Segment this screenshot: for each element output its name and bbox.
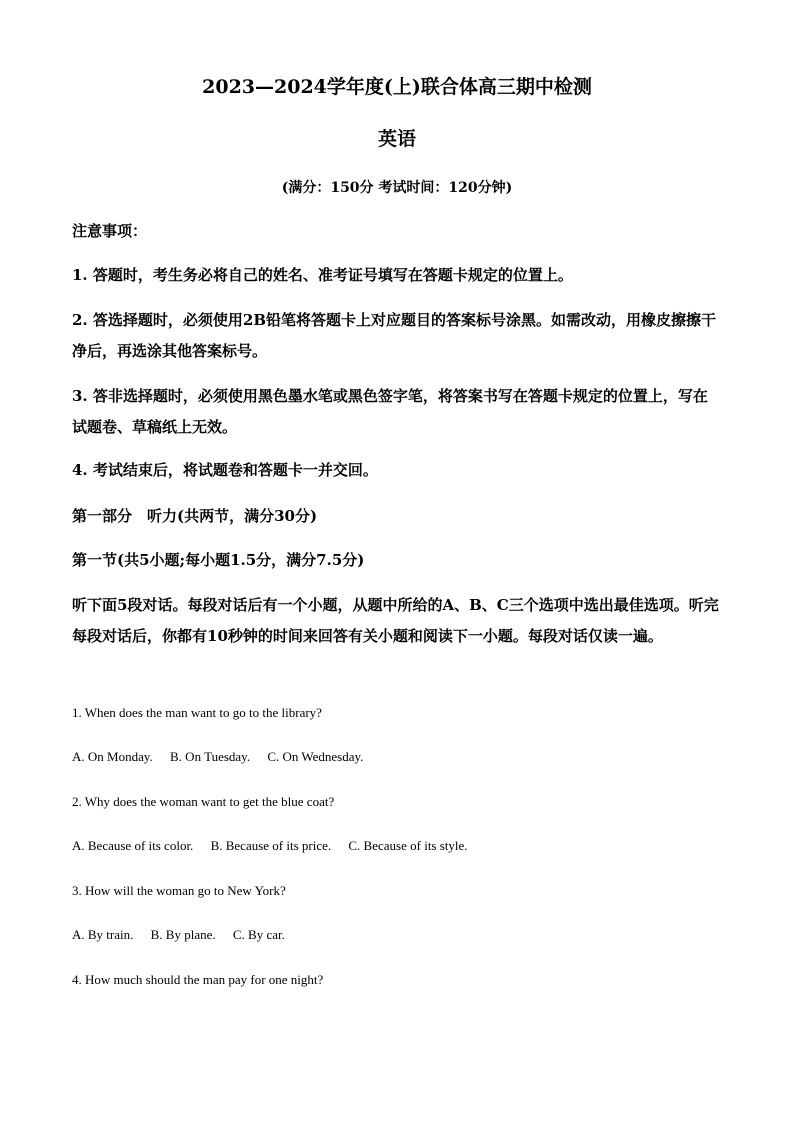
section-subsection-heading: 第一节(共5小题;每小题1.5分，满分7.5分) bbox=[72, 551, 365, 569]
question-3-option-b: B. By plane. bbox=[150, 927, 216, 942]
notice-item-4: 4. 考试结束后，将试题卷和答题卡一并交回。 bbox=[72, 461, 378, 479]
question-2-option-c: C. Because of its style. bbox=[348, 838, 468, 853]
question-1-option-c: C. On Wednesday. bbox=[267, 749, 364, 764]
question-1-stem: 1. When does the man want to go to the library? bbox=[72, 705, 322, 720]
question-2-options bbox=[72, 836, 722, 856]
question-1-option-a: A. On Monday. bbox=[72, 749, 153, 764]
notice-item-2: 2. 答选择题时，必须使用2B铅笔将答题卡上对应题目的答案标号涂黑。如需改动，用橡皮擦擦干净后，再选涂其他答案标号。 bbox=[72, 311, 717, 360]
notice-item-1: 1. 答题时，考生务必将自己的姓名、准考证号填写在答题卡规定的位置上。 bbox=[72, 266, 573, 284]
exam-title: 2023—2024学年度(上)联合体高三期中检测 bbox=[202, 76, 592, 98]
question-1-option-b: B. On Tuesday. bbox=[170, 749, 251, 764]
section-part-heading: 第一部分 听力(共两节，满分30分) bbox=[72, 507, 318, 525]
question-3-option-c: C. By car. bbox=[232, 927, 285, 942]
question-3-stem: 3. How will the woman go to New York? bbox=[72, 883, 286, 898]
question-3-options bbox=[72, 925, 722, 945]
exam-subject: 英语 bbox=[377, 128, 416, 150]
question-1-options bbox=[72, 747, 722, 767]
notice-heading: 注意事项： bbox=[72, 222, 148, 240]
question-4-stem: 4. How much should the man pay for one night? bbox=[72, 972, 324, 987]
question-2-option-b: B. Because of its price. bbox=[210, 838, 332, 853]
notice-item-3: 3. 答非选择题时，必须使用黑色墨水笔或黑色签字笔，将答案书写在答题卡规定的位置上，写在试题卷、草稿纸上无效。 bbox=[72, 387, 708, 436]
section-instructions: 听下面5段对话。每段对话后有一个小题，从题中所给的A、B、C三个选项中选出最佳选项。听完每段对话后，你都有10秒钟的时间来回答有关小题和阅读下一小题。每段对话仅读一遍。 bbox=[72, 596, 719, 645]
question-2-option-a: A. Because of its color. bbox=[72, 838, 194, 853]
question-2-stem: 2. Why does the woman want to get the blue coat? bbox=[72, 794, 335, 809]
question-3-option-a: A. By train. bbox=[72, 927, 134, 942]
exam-meta: (满分：150分 考试时间：120分钟) bbox=[281, 180, 513, 196]
